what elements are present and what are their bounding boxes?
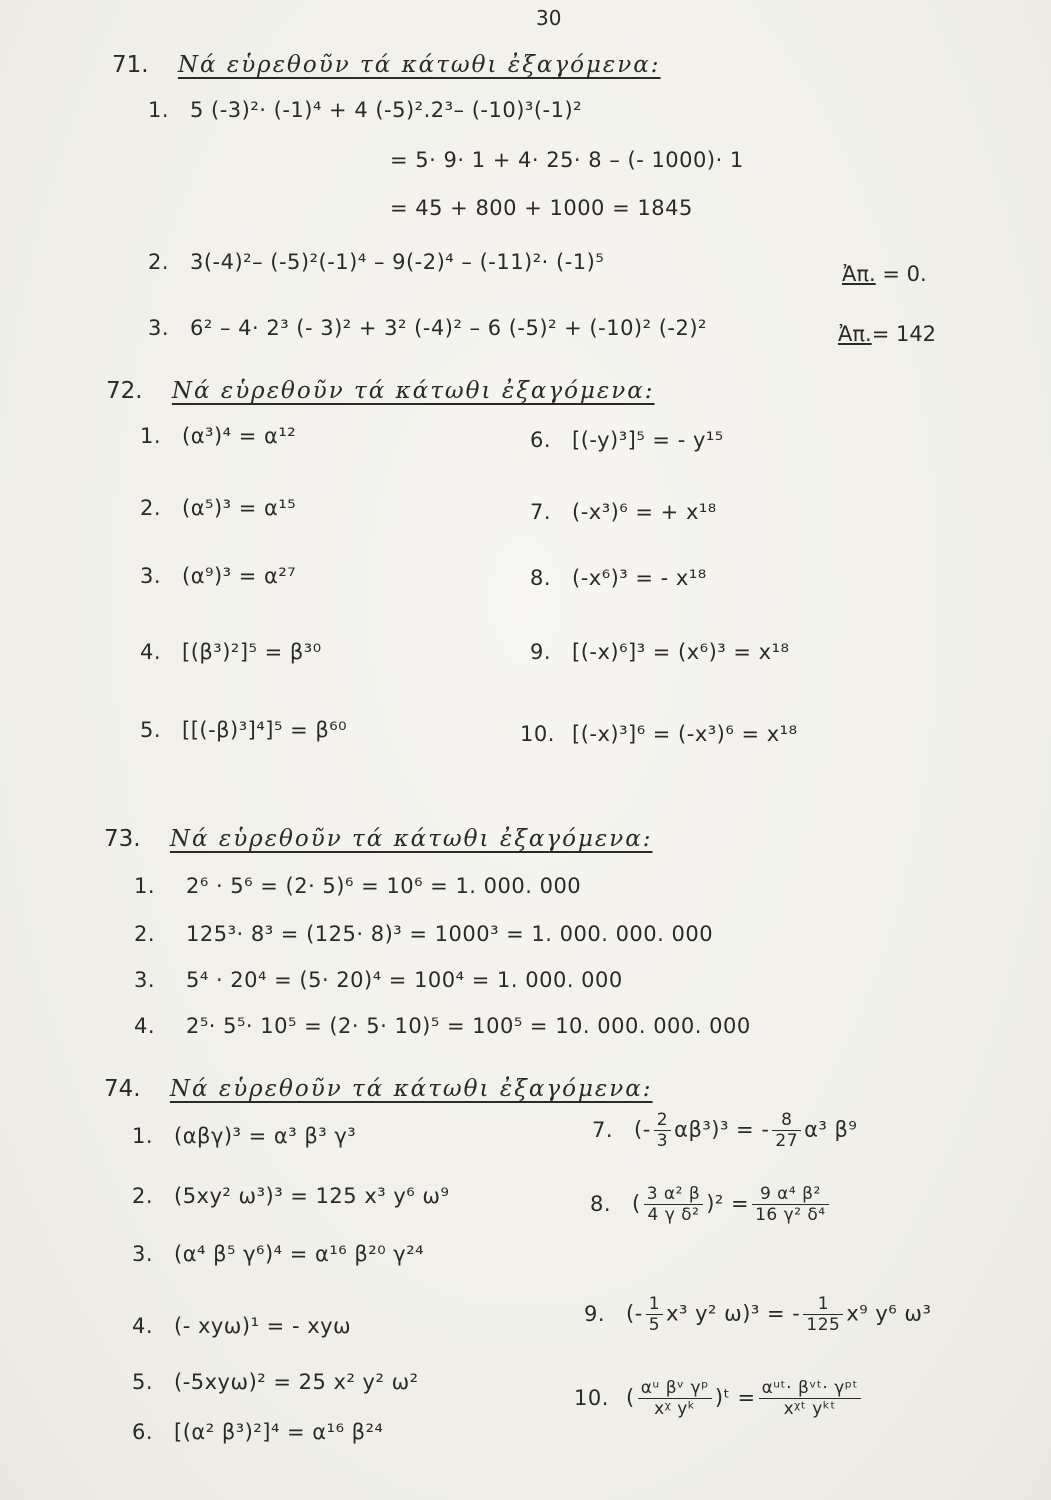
section-number: 74. [104, 1076, 141, 1102]
fraction: $\frac{\text{αᵘᵗ· βᵛᵗ· γᵖᵗ}}{\text{xᵡᵗ yᵏᵗ}}$ [759, 1378, 862, 1419]
exercise-line: 5. [[(-β)³]⁴]⁵ = β⁶⁰ [140, 718, 348, 742]
exercise-line: 2. (α⁵)³ = α¹⁵ [140, 496, 297, 520]
exercise-line: 4. [(β³)²]⁵ = β³⁰ [140, 640, 322, 664]
fraction: $\frac{\text{9 α⁴ β²}}{\text{16 γ² δ⁴}}$ [752, 1184, 829, 1225]
fraction: $\frac{\text{3 α² β}}{\text{4 γ δ²}}$ [644, 1184, 704, 1225]
section-number: 73. [104, 826, 141, 852]
exercise-line: 4. (- xyω)¹ = - xyω [132, 1314, 352, 1338]
exercise-line: 3. 6² – 4· 2³ (- 3)² + 3² (-4)² – 6 (-5)² + (-10)² (-2)² [148, 316, 707, 340]
exercise-line: 2. (5xy² ω³)³ = 125 x³ y⁶ ω⁹ [132, 1184, 450, 1208]
answer: Ἀπ.= 142 [838, 322, 937, 346]
exercise-line: 9. [(-x)⁶]³ = (x⁶)³ = x¹⁸ [530, 640, 790, 664]
exercise-line: 3. (α⁴ β⁵ γ⁶)⁴ = α¹⁶ β²⁰ γ²⁴ [132, 1242, 425, 1266]
fraction: $\frac{\text{αᵘ βᵛ γᵖ}}{\text{xᵡ yᵏ}}$ [638, 1378, 712, 1419]
exercise-line: 6. [(-y)³]⁵ = - y¹⁵ [530, 428, 724, 452]
section-72-header [106, 378, 655, 404]
exercise-line: 10. ( $\frac{\text{αᵘ βᵛ γᵖ}}{\text{xᵡ yᵏ}}$ )ᵗ = $\frac{\text{αᵘᵗ· βᵛᵗ· γᵖᵗ}}{\text{xᵡᵗ yᵏᵗ}}$ [574, 1378, 864, 1419]
section-title: Νά εὑρεθοῦν τά κάτωθι ἐξαγόμενα: [169, 826, 653, 852]
section-71-header [112, 52, 661, 78]
fraction: $\frac{1}{5}$ [646, 1294, 663, 1335]
exercise-line: 2. 125³· 8³ = (125· 8)³ = 1000³ = 1. 000. 000. 000 [134, 922, 714, 946]
exercise-line: 10. [(-x)³]⁶ = (-x³)⁶ = x¹⁸ [520, 722, 798, 746]
exercise-line: 3. (α⁹)³ = α²⁷ [140, 564, 297, 588]
exercise-line: 7. (-x³)⁶ = + x¹⁸ [530, 500, 717, 524]
exercise-line: 5. (-5xyω)² = 25 x² y² ω² [132, 1370, 419, 1394]
section-number: 71. [112, 52, 149, 78]
exercise-line: = 45 + 800 + 1000 = 1845 [390, 196, 693, 220]
exercise-line: 1. 5 (-3)²· (-1)⁴ + 4 (-5)².2³– (-10)³(-1)² [148, 98, 583, 122]
exercise-line: 8. (-x⁶)³ = - x¹⁸ [530, 566, 707, 590]
exercise-line: 7. (- $\frac{2}{3}$ αβ³)³ = - $\frac{8}{27}$ α³ β⁹ [592, 1110, 858, 1151]
section-74-header [104, 1076, 653, 1102]
section-number: 72. [106, 378, 143, 404]
fraction: $\frac{1}{125}$ [803, 1294, 843, 1335]
exercise-line: 3. 5⁴ · 20⁴ = (5· 20)⁴ = 100⁴ = 1. 000. 000 [134, 968, 623, 992]
exercise-line: 4. 2⁵· 5⁵· 10⁵ = (2· 5· 10)⁵ = 100⁵ = 10. 000. 000. 000 [134, 1014, 751, 1038]
page-number: 30 [536, 6, 562, 30]
exercise-line: 9. (- $\frac{1}{5}$ x³ y² ω)³ = - $\frac{1}{125}$ x⁹ y⁶ ω³ [584, 1294, 932, 1335]
exercise-line: 6. [(α² β³)²]⁴ = α¹⁶ β²⁴ [132, 1420, 384, 1444]
exercise-line: 2. 3(-4)²– (-5)²(-1)⁴ – 9(-2)⁴ – (-11)²· (-1)⁵ [148, 250, 605, 274]
exercise-line: 1. 2⁶ · 5⁶ = (2· 5)⁶ = 10⁶ = 1. 000. 000 [134, 874, 582, 898]
exercise-line: 8. ( $\frac{\text{3 α² β}}{\text{4 γ δ²}}$ )² = $\frac{\text{9 α⁴ β²}}{\text{16 γ² δ⁴}}$ [590, 1184, 832, 1225]
exercise-line: 1. (α³)⁴ = α¹² [140, 424, 297, 448]
section-title: Νά εὑρεθοῦν τά κάτωθι ἐξαγόμενα: [169, 1076, 653, 1102]
fraction: $\frac{8}{27}$ [772, 1110, 801, 1151]
section-73-header [104, 826, 653, 852]
fraction: $\frac{2}{3}$ [654, 1110, 671, 1151]
section-title: Νά εὑρεθοῦν τά κάτωθι ἐξαγόμενα: [171, 378, 655, 404]
section-title: Νά εὑρεθοῦν τά κάτωθι ἐξαγόμενα: [177, 52, 661, 78]
exercise-line: 1. (αβγ)³ = α³ β³ γ³ [132, 1124, 357, 1148]
answer: Ἀπ. = 0. [842, 262, 927, 286]
exercise-line: = 5· 9· 1 + 4· 25· 8 – (- 1000)· 1 [390, 148, 744, 172]
